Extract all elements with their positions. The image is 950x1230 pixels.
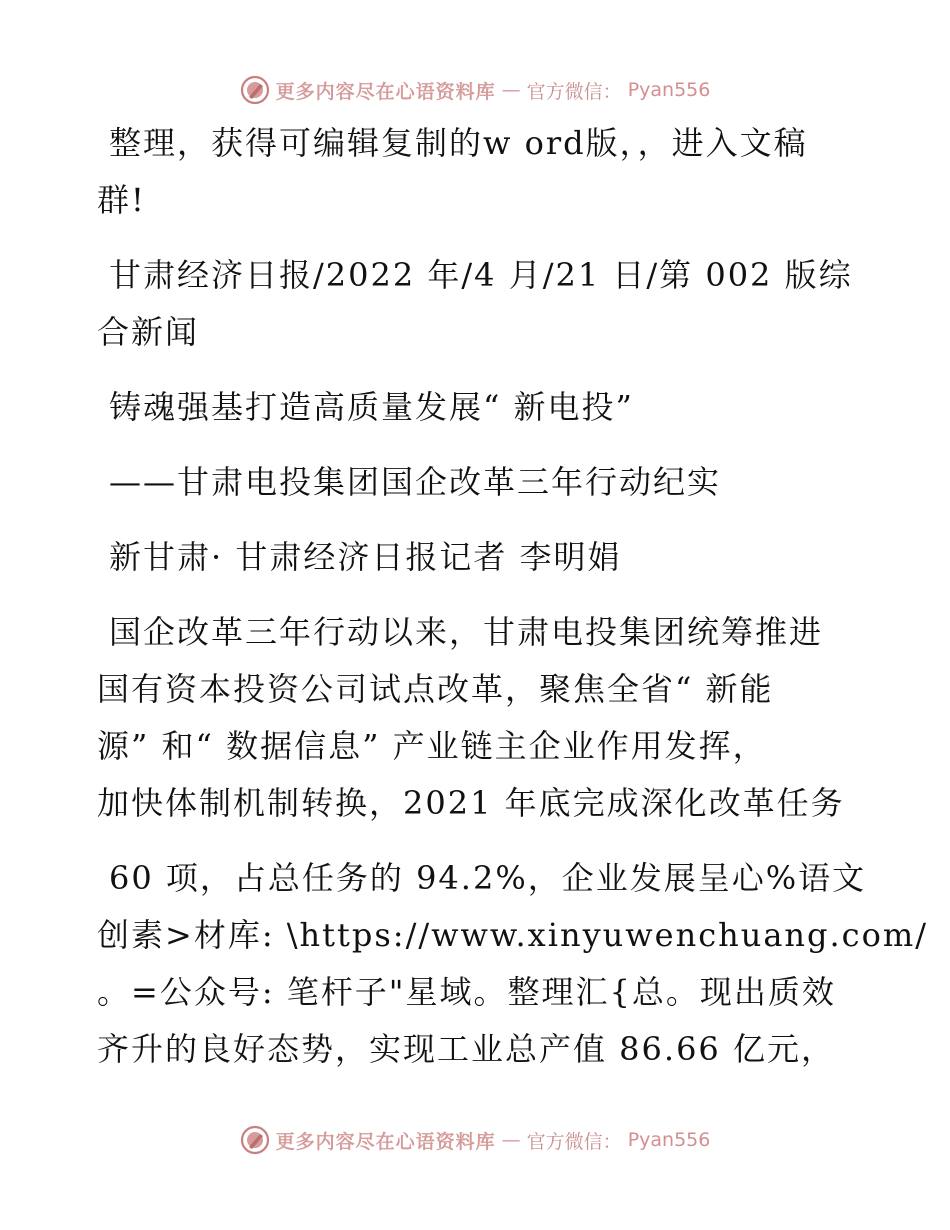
text-line: 铸魂强基打造高质量发展“ 新电投” (109, 388, 634, 426)
watermark-header (0, 70, 950, 110)
watermark-main-text: 更多内容尽在心语资料库 (275, 80, 496, 103)
source-line (97, 247, 853, 361)
watermark-sub-text: 官方微信： (526, 80, 622, 103)
text-line: 国企改革三年行动以来，甘肃电投集团统筹推进 (109, 613, 824, 651)
watermark-footer (0, 1120, 950, 1160)
text-line: 60 项，占总任务的 94.2%，企业发展呈心%语文 (109, 859, 867, 897)
body-paragraph (97, 850, 928, 1078)
watermark-dash: — (501, 1129, 521, 1151)
text-line: 合新闻 (97, 313, 200, 351)
pen-circle-logo-icon (240, 75, 270, 105)
article-byline (97, 529, 842, 586)
article-subtitle (97, 454, 842, 511)
text-line: 。=公众号: 笔杆子"星域。整理汇{总。现出质效 (97, 973, 836, 1011)
text-line: 整理，获得可编辑复制的w ord版，，进入文稿 (109, 124, 808, 162)
article-title (97, 379, 842, 436)
document-body (97, 115, 928, 1078)
text-line: 新甘肃· 甘肃经济日报记者 李明娟 (109, 538, 622, 576)
text-line: 源” 和“ 数据信息” 产业链主企业作用发挥， (97, 727, 767, 765)
watermark-main-text: 更多内容尽在心语资料库 (275, 1130, 496, 1153)
pen-circle-logo-icon (240, 1125, 270, 1155)
intro-paragraph (97, 115, 842, 229)
text-line: 创素>材库: \https://www.xinyuwenchuang.com/ (97, 916, 928, 954)
text-line: 加快体制机制转换，2021 年底完成深化改革任务 (97, 784, 845, 822)
text-line: 甘肃经济日报/2022 年/4 月/21 日/第 002 版综 (109, 256, 853, 294)
watermark-wechat-id: Pyan556 (627, 79, 711, 101)
text-line: ——甘肃电投集团国企改革三年行动纪实 (109, 463, 722, 501)
text-line: 群! (97, 181, 146, 219)
text-line: 齐升的良好态势，实现工业总产值 86.66 亿元， (97, 1030, 835, 1068)
watermark-wechat-id: Pyan556 (627, 1129, 711, 1151)
watermark-sub-text: 官方微信： (526, 1130, 622, 1153)
text-line: 国有资本投资公司试点改革，聚焦全省“ 新能 (97, 670, 774, 708)
body-paragraph (97, 604, 845, 832)
watermark-dash: — (501, 79, 521, 101)
